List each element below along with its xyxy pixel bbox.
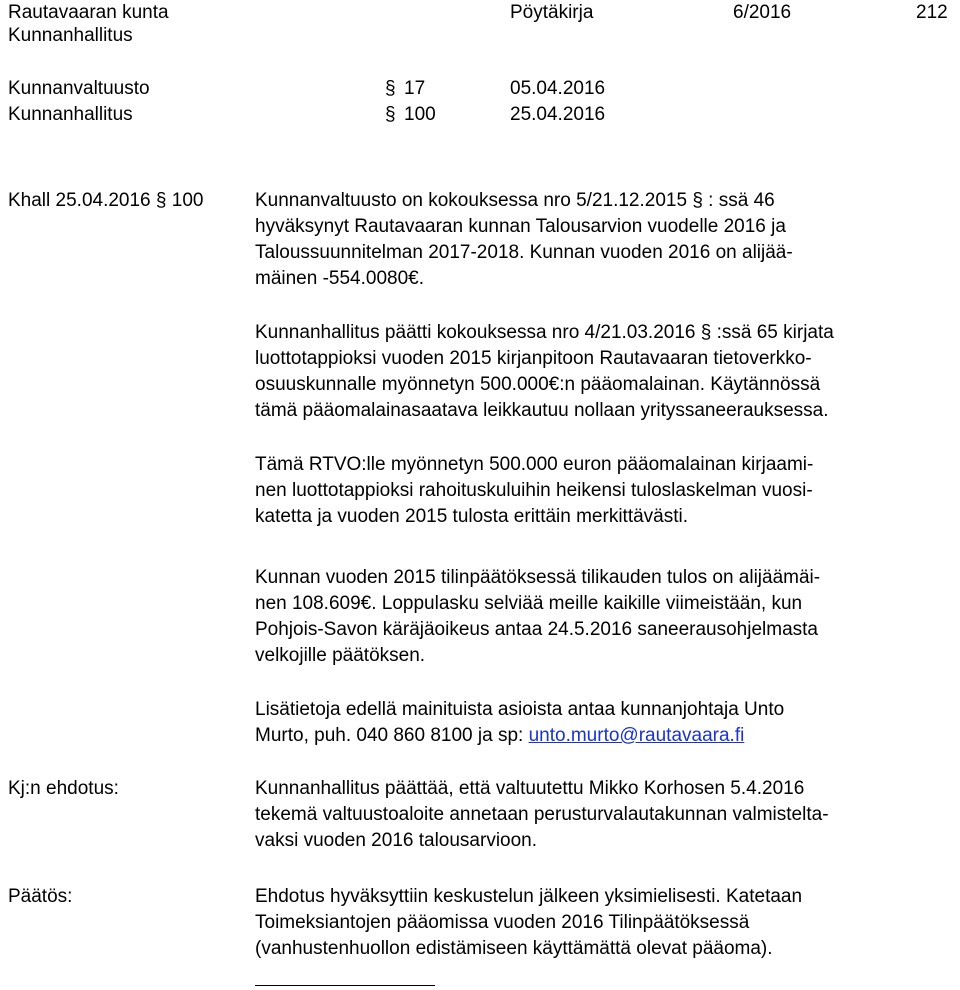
text-line: Toimeksiantojen pääomissa vuoden 2016 Tilinpäätöksessä <box>255 912 750 933</box>
body-name: Kunnanhallitus <box>8 25 133 46</box>
proposal-text <box>255 776 955 854</box>
text-line: Ehdotus hyväksyttiin keskustelun jälkeen yksimielisesti. Katetaan <box>255 886 803 907</box>
text-line: (vanhustenhuollon edistämiseen käyttämättä olevat pääoma). <box>255 938 773 959</box>
text-line: Kunnan vuoden 2015 tilinpäätöksessä tilikauden tulos on alijäämäi- <box>255 567 821 588</box>
text-line: katetta ja vuoden 2015 tulosta erittäin merkittävästi. <box>255 506 689 527</box>
khall-prefix: Khall 25.04.2016 <box>8 190 151 211</box>
text-line: Kunnanhallitus päätti kokouksessa nro 4/21.03.2016 § :ssä 65 kirjata <box>255 322 834 343</box>
text-line: Lisätietoja edellä mainituista asioista antaa kunnanjohtaja Unto <box>255 699 785 720</box>
contact-prefix: Murto, puh. 040 860 8100 ja sp: <box>255 725 529 746</box>
doc-number: 6/2016 <box>733 2 792 23</box>
text-line: Kunnanvaltuusto on kokouksessa nro 5/21.12.2015 § : ssä 46 <box>255 190 775 211</box>
khall-number: 100 <box>171 190 204 211</box>
section-sign: § <box>155 190 167 211</box>
email-link[interactable]: unto.murto@rautavaara.fi <box>528 725 745 746</box>
page-number: 212 <box>916 2 948 23</box>
section-sign: § <box>385 78 396 99</box>
paragraph-contact <box>255 697 955 749</box>
text-line: mäinen -554.0080€. <box>255 268 425 289</box>
text-line: osuuskunnalle myönnetyn 500.000€:n pääomalainan. Käytännössä <box>255 374 821 395</box>
paragraph-financial-result <box>255 565 955 669</box>
paragraph-rtvo <box>255 452 955 530</box>
decision-label: Päätös: <box>8 886 73 907</box>
text-line: velkojille päätöksen. <box>255 645 426 666</box>
signature-line <box>255 985 435 986</box>
decision-text <box>255 884 955 962</box>
text-line <box>255 723 955 749</box>
paragraph-budget <box>255 188 955 292</box>
text-line: Taloussuunnitelman 2017-2018. Kunnan vuoden 2016 on alijää- <box>255 242 793 263</box>
text-line: tämä pääomalainasaatava leikkautuu nollaan yrityssaneerauksessa. <box>255 400 829 421</box>
text-line: hyväksynyt Rautavaaran kunnan Talousarvion vuodelle 2016 ja <box>255 216 786 237</box>
meeting-number: 100 <box>404 104 436 125</box>
text-line: luottotappioksi vuoden 2015 kirjanpitoon Rautavaaran tietoverkko- <box>255 348 812 369</box>
text-line: Kunnanhallitus päättää, että valtuutettu Mikko Korhosen 5.4.2016 <box>255 778 805 799</box>
doc-type: Pöytäkirja <box>510 2 594 23</box>
meeting-name: Kunnanvaltuusto <box>8 78 150 99</box>
meeting-date: 05.04.2016 <box>510 78 606 99</box>
khall-reference <box>8 188 203 214</box>
text-line: Pohjois-Savon käräjäoikeus antaa 24.5.2016 saneerausohjelmasta <box>255 619 818 640</box>
meeting-number: 17 <box>404 78 426 99</box>
text-line: nen luottotappioksi rahoituskuluihin heikensi tuloslaskelman vuosi- <box>255 480 813 501</box>
paragraph-credit-loss <box>255 320 955 424</box>
proposal-label: Kj:n ehdotus: <box>8 778 119 799</box>
meeting-name: Kunnanhallitus <box>8 104 133 125</box>
text-line: nen 108.609€. Loppulasku selviää meille kaikille viimeistään, kun <box>255 593 803 614</box>
section-sign: § <box>385 104 396 125</box>
org-name: Rautavaaran kunta <box>8 2 169 23</box>
text-line: Tämä RTVO:lle myönnetyn 500.000 euron pääomalainan kirjaami- <box>255 454 814 475</box>
text-line: tekemä valtuustoaloite annetaan perusturvalautakunnan valmistelta- <box>255 804 829 825</box>
meeting-date: 25.04.2016 <box>510 104 606 125</box>
text-line: vaksi vuoden 2016 talousarvioon. <box>255 830 538 851</box>
